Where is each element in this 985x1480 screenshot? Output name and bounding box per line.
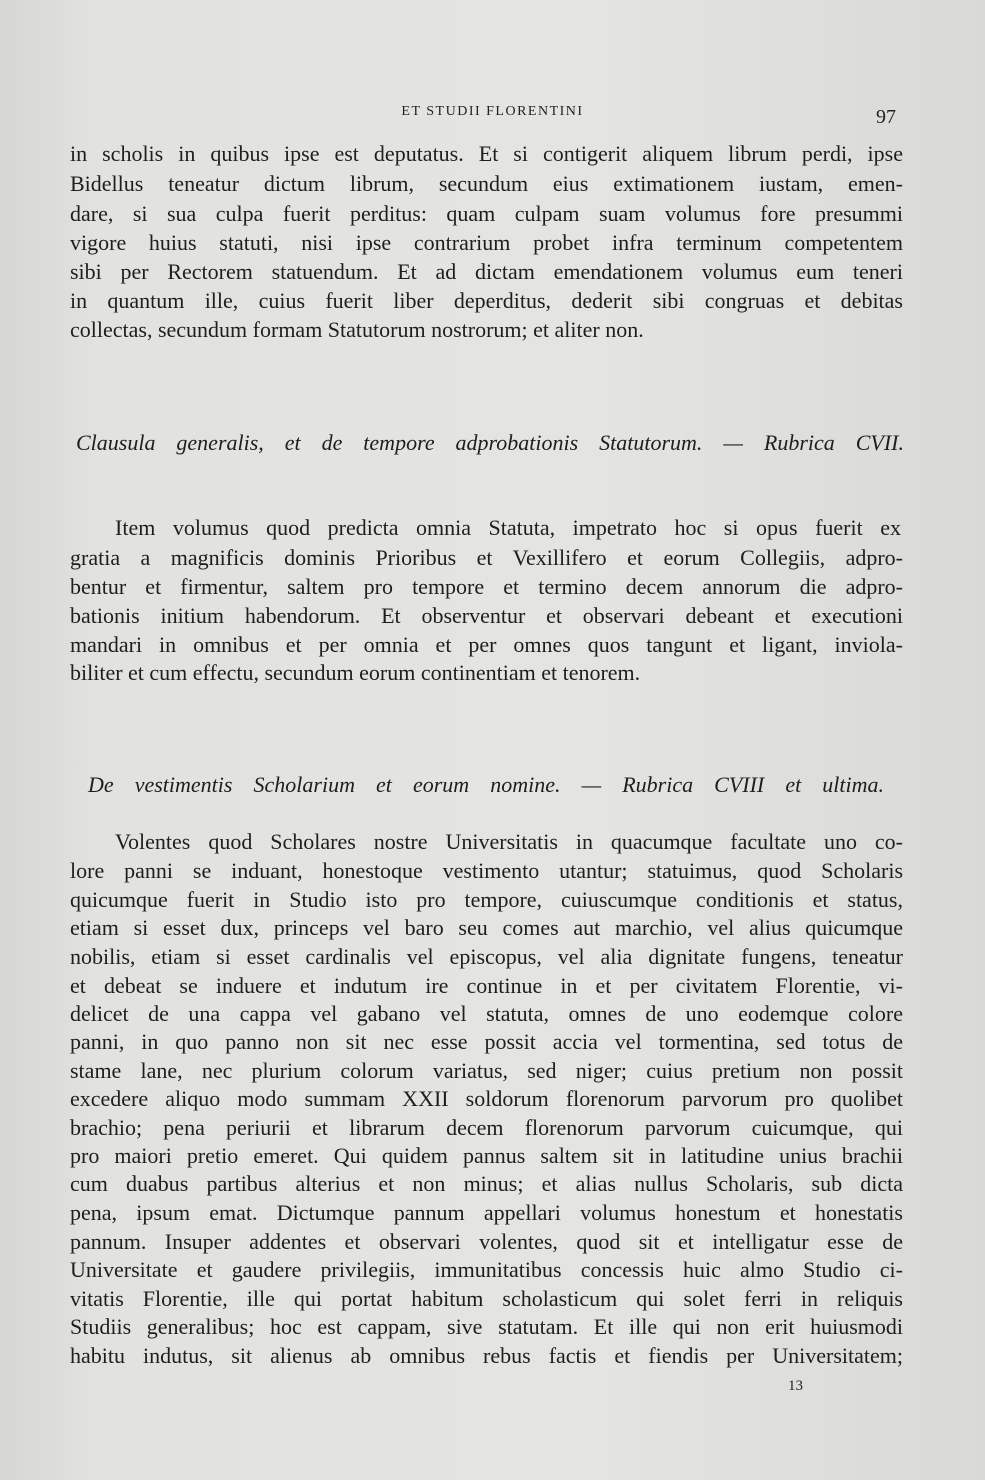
text-line: brachio; pena periurii et librarum decem florenorum parvorum cuicumque, qui	[70, 1115, 903, 1140]
text-line: panni, in quo panno non sit nec esse possit accia vel tormentina, sed totus de	[70, 1029, 903, 1054]
text-line: bationis initium habendorum. Et observentur et observari debeant et executioni	[70, 603, 903, 628]
text-line: Volentes quod Scholares nostre Universitatis in quacumque facultate uno co-	[115, 829, 903, 854]
text-line: Universitate et gaudere privilegiis, immunitatibus concessis huic almo Studio ci-	[70, 1257, 903, 1282]
text-line: pannum. Insuper addentes et observari volentes, quod sit et intelligatur esse de	[70, 1229, 903, 1254]
text-line: biliter et cum effectu, secundum eorum continentiam et tenorem.	[70, 660, 641, 685]
text-line: vitatis Florentie, ille qui portat habitum scholasticum qui solet ferri in reliquis	[70, 1286, 903, 1311]
text-line: Bidellus teneatur dictum librum, secundum eius extimationem iustam, emen-	[70, 171, 903, 196]
text-line: etiam si esset dux, princeps vel baro seu comes aut marchio, vel alius quicumque	[70, 915, 903, 940]
text-line: quicumque fuerit in Studio isto pro tempore, cuiuscumque conditionis et status,	[70, 887, 903, 912]
text-line: excedere aliquo modo summam XXII soldorum florenorum parvorum pro quolibet	[70, 1086, 903, 1111]
text-line: delicet de una cappa vel gabano vel statuta, omnes de uno eodemque colore	[70, 1001, 903, 1026]
text-line: in quantum ille, cuius fuerit liber deperditus, dederit sibi congruas et debitas	[70, 288, 903, 313]
text-line: et debeat se induere et indutum ire continue in et per civitatem Florentie, vi-	[70, 973, 903, 998]
text-line: pena, ipsum emat. Dictumque pannum appellari volumus honestum et honestatis	[70, 1200, 903, 1225]
text-line: Item volumus quod predicta omnia Statuta, impetrato hoc si opus fuerit ex	[115, 515, 901, 540]
text-line: gratia a magnificis dominis Prioribus et Vexillifero et eorum Collegiis, adpro-	[70, 545, 903, 570]
text-line: bentur et firmentur, saltem pro tempore et termino decem annorum die adpro-	[70, 574, 903, 599]
text-line: mandari in omnibus et per omnia et per omnes quos tangunt et ligant, inviola-	[70, 632, 903, 657]
text-line: Studiis generalibus; hoc est cappam, sive statutam. Et ille qui non erit huiusmodi	[70, 1314, 903, 1339]
text-line: nobilis, etiam si esset cardinalis vel episcopus, vel alia dignitate fungens, teneatur	[70, 944, 903, 969]
text-line: stame lane, nec plurium colorum variatus, sed niger; cuius pretium non possit	[70, 1058, 903, 1083]
section-heading: Clausula generalis, et de tempore adprobationis Statutorum. — Rubrica CVII.	[76, 430, 904, 455]
text-line: dare, si sua culpa fuerit perditus: quam culpam suam volumus fore presummi	[70, 201, 903, 226]
running-head: ET STUDII FLORENTINI	[401, 104, 584, 119]
text-line: lore panni se induant, honestoque vestimento utantur; statuimus, quod Scholaris	[70, 858, 903, 883]
section-heading: De vestimentis Scholarium et eorum nomine. — Rubrica CVIII et ultima.	[88, 772, 884, 797]
text-line: vigore huius statuti, nisi ipse contrarium probet infra terminum competentem	[70, 230, 903, 255]
text-line: cum duabus partibus alterius et non minus; et alias nullus Scholaris, sub dicta	[70, 1171, 903, 1196]
text-line: collectas, secundum formam Statutorum nostrorum; et aliter non.	[70, 317, 644, 342]
text-line: in scholis in quibus ipse est deputatus. Et si contigerit aliquem librum perdi, ipse	[70, 141, 903, 166]
signature-mark: 13	[788, 1378, 803, 1394]
text-line: sibi per Rectorem statuendum. Et ad dictam emendationem volumus eum teneri	[70, 259, 903, 284]
text-line: pro maiori pretio emeret. Qui quidem pannus saltem sit in latitudine unius brachii	[70, 1143, 903, 1168]
page-number: 97	[876, 106, 896, 128]
text-line: habitu indutus, sit alienus ab omnibus rebus factis et fiendis per Universitatem;	[70, 1343, 903, 1368]
